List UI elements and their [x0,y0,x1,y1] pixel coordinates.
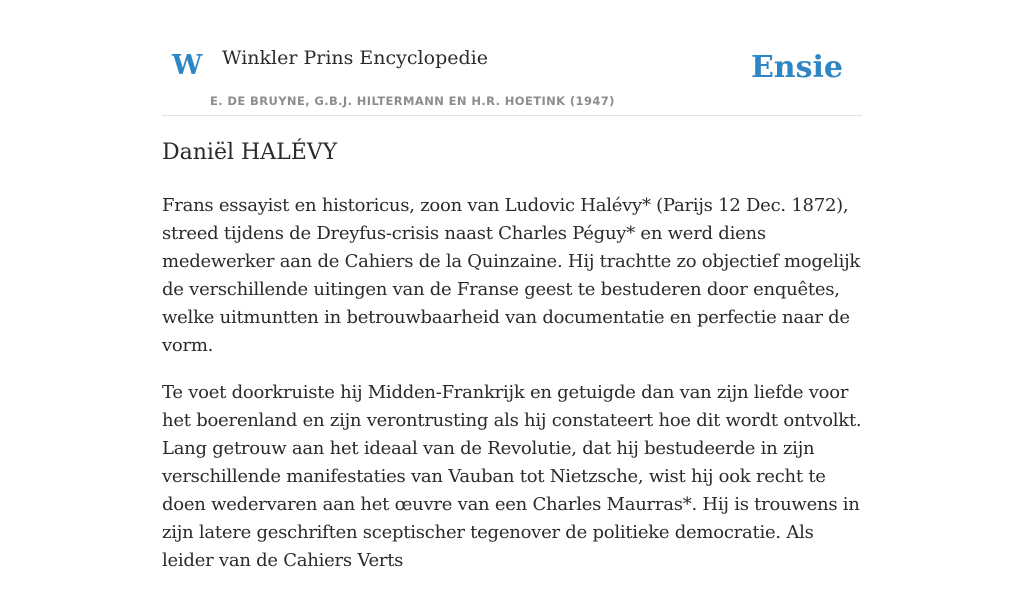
article-body [162,192,864,594]
article-paragraph: Te voet doorkruiste hij Midden-Frankrijk en getuigde dan van zijn liefde voor het boerenland en zijn verontrusting als hij constateert hoe dit wordt ontvolkt. Lang getrouw aan het ideaal van de Revolutie, dat hij bestudeerde in zijn verschillende manifestaties van Vauban tot Nietzsche, wist hij ook recht te doen wedervaren aan het œuvre van een Charles Maurras*. Hij is trouwens in zijn latere geschriften sceptischer tegenover de politieke democratie. Als leider van de Cahiers Verts [162,382,862,571]
article-paragraph: Frans essayist en historicus, zoon van Ludovic Halévy* (Parijs 12 Dec. 1872), streed tijdens de Dreyfus-crisis naast Charles Péguy* en werd diens medewerker aan de Cahiers de la Quinzaine. Hij trachtte zo objectief mogelijk de verschillende uitingen van de Franse geest te bestuderen door enquêtes, welke uitmuntten in betrouwbaarheid van documentatie en perfectie naar de vorm. [162,195,861,356]
source-title[interactable]: Winkler Prins Encyclopedie [222,47,488,69]
ensie-logo[interactable]: Ensie [750,50,843,85]
source-header [162,40,862,116]
source-authors: E. DE BRUYNE, G.B.J. HILTERMANN EN H.R. HOETINK (1947) [210,94,615,108]
winkler-prins-logo-icon[interactable]: W [172,50,203,81]
article-title: Daniël HALÉVY [162,140,338,165]
